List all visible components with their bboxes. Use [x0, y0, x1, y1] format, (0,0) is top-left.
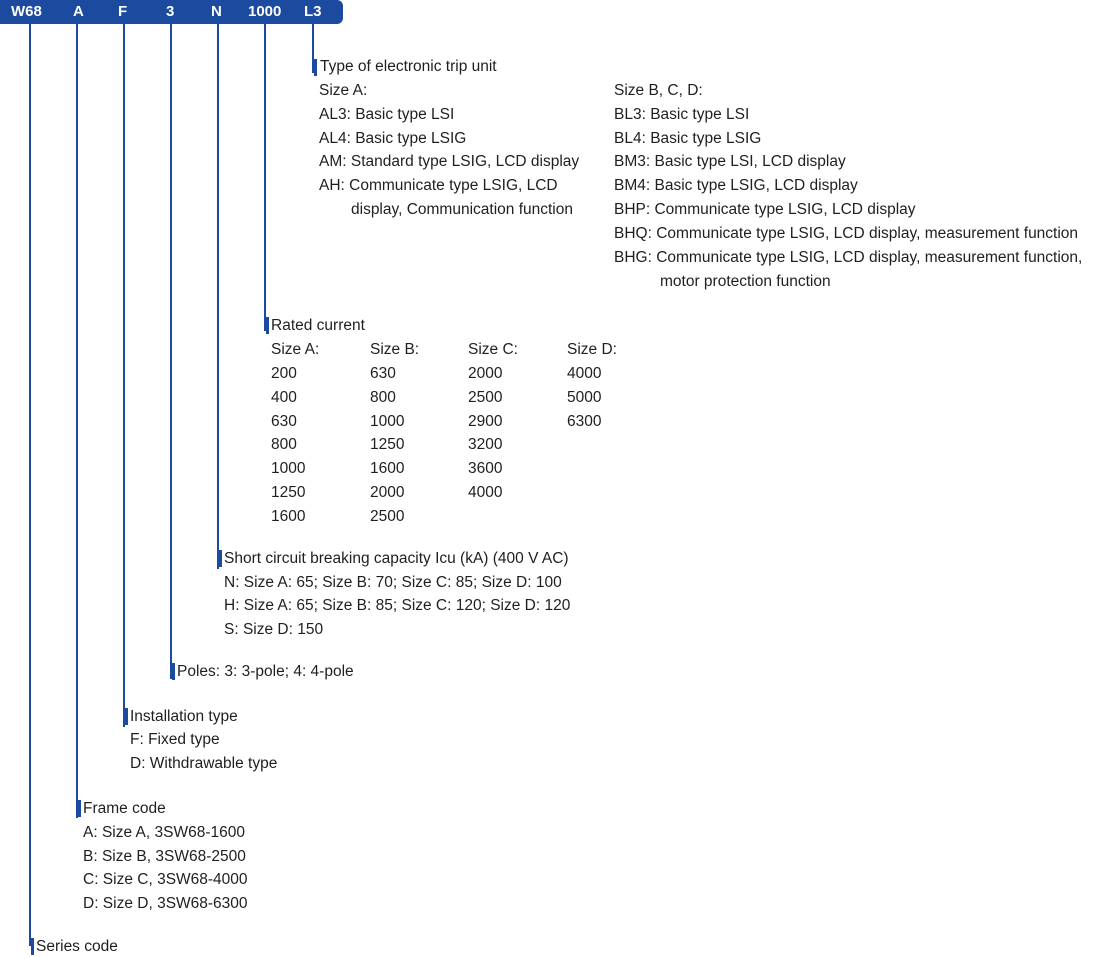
model-code-bar [0, 0, 343, 24]
code-segment-frame: A [73, 3, 84, 20]
code-segment-breaking-capacity: N [211, 3, 222, 20]
installation-line: D: Withdrawable type [130, 755, 278, 772]
rated-current-value: 1250 [370, 436, 405, 453]
tick-trip-unit [314, 59, 317, 76]
trip-unit-size-bcd-heading: Size B, C, D: [614, 82, 703, 99]
breaking-capacity-line: N: Size A: 65; Size B: 70; Size C: 85; Size D: 100 [224, 574, 562, 591]
rated-current-value: 1600 [370, 460, 405, 477]
rated-current-value: 3200 [468, 436, 503, 453]
trip-unit-size-a-line: display, Communication function [351, 201, 573, 218]
rated-current-value: 2500 [370, 508, 405, 525]
connector-series [29, 24, 31, 946]
connector-installation [123, 24, 125, 727]
frame-line: D: Size D, 3SW68-6300 [83, 895, 248, 912]
tick-frame [78, 800, 81, 817]
breaking-capacity-line: H: Size A: 65; Size B: 85; Size C: 120; Size D: 120 [224, 597, 571, 614]
rated-current-value: 800 [271, 436, 297, 453]
series-title: Series code [36, 938, 118, 955]
rated-current-value: 2000 [468, 365, 503, 382]
tick-rated-current [266, 317, 269, 334]
trip-unit-size-bcd-line: BHP: Communicate type LSIG, LCD display [614, 201, 916, 218]
trip-unit-size-bcd-line: BM3: Basic type LSI, LCD display [614, 153, 846, 170]
rated-current-column-header: Size B: [370, 341, 420, 358]
connector-poles [170, 24, 172, 679]
trip-unit-size-a-line: AM: Standard type LSIG, LCD display [319, 153, 580, 170]
rated-current-value: 400 [271, 389, 297, 406]
trip-unit-size-bcd-line: BM4: Basic type LSIG, LCD display [614, 177, 858, 194]
installation-line: F: Fixed type [130, 731, 220, 748]
tick-installation [125, 708, 128, 725]
code-segment-series: W68 [11, 3, 42, 20]
code-segment-installation: F [118, 3, 128, 20]
connector-frame [76, 24, 78, 818]
rated-current-value: 200 [271, 365, 297, 382]
trip-unit-size-a-line: AH: Communicate type LSIG, LCD [319, 177, 558, 194]
trip-unit-size-a-line: AL4: Basic type LSIG [319, 130, 467, 147]
code-segment-rated-current: 1000 [248, 3, 282, 20]
rated-current-value: 2500 [468, 389, 503, 406]
tick-poles [172, 663, 175, 680]
trip-unit-size-a-line: AL3: Basic type LSI [319, 106, 455, 123]
trip-unit-size-bcd-line: motor protection function [660, 273, 831, 290]
rated-current-value: 3600 [468, 460, 503, 477]
rated-current-value: 2900 [468, 413, 503, 430]
rated-current-value: 2000 [370, 484, 405, 501]
trip-unit-size-bcd-line: BL4: Basic type LSIG [614, 130, 762, 147]
trip-unit-size-bcd-line: BHG: Communicate type LSIG, LCD display, measurement function, [614, 249, 1083, 266]
rated-current-value: 630 [271, 413, 297, 430]
tick-breaking-capacity [219, 550, 222, 567]
rated-current-value: 1000 [370, 413, 405, 430]
rated-current-value: 6300 [567, 413, 602, 430]
rated-current-value: 1250 [271, 484, 306, 501]
rated-current-value: 4000 [567, 365, 602, 382]
rated-current-column-header: Size C: [468, 341, 518, 358]
rated-current-value: 1600 [271, 508, 306, 525]
rated-current-value: 630 [370, 365, 396, 382]
trip-unit-size-a-heading: Size A: [319, 82, 368, 99]
tick-series [31, 938, 34, 955]
rated-current-value: 800 [370, 389, 396, 406]
rated-current-value: 1000 [271, 460, 306, 477]
connector-breaking-capacity [217, 24, 219, 569]
poles-title: Poles: 3: 3-pole; 4: 4-pole [177, 663, 354, 680]
breaking-capacity-line: S: Size D: 150 [224, 621, 324, 638]
breaking-capacity-title: Short circuit breaking capacity Icu (kA) (400 V AC) [224, 550, 569, 567]
rated-current-column-header: Size A: [271, 341, 320, 358]
code-segment-trip-unit: L3 [304, 3, 322, 20]
frame-line: A: Size A, 3SW68-1600 [83, 824, 245, 841]
frame-line: C: Size C, 3SW68-4000 [83, 871, 248, 888]
connector-rated-current [264, 24, 266, 331]
trip-unit-size-bcd-line: BL3: Basic type LSI [614, 106, 750, 123]
rated-current-value: 5000 [567, 389, 602, 406]
frame-line: B: Size B, 3SW68-2500 [83, 848, 246, 865]
frame-title: Frame code [83, 800, 166, 817]
code-segment-poles: 3 [166, 3, 175, 20]
rated-current-value: 4000 [468, 484, 503, 501]
rated-current-title: Rated current [271, 317, 365, 334]
rated-current-column-header: Size D: [567, 341, 617, 358]
trip-unit-size-bcd-line: BHQ: Communicate type LSIG, LCD display, measurement function [614, 225, 1079, 242]
trip-unit-title: Type of electronic trip unit [320, 58, 497, 75]
installation-title: Installation type [130, 708, 238, 725]
